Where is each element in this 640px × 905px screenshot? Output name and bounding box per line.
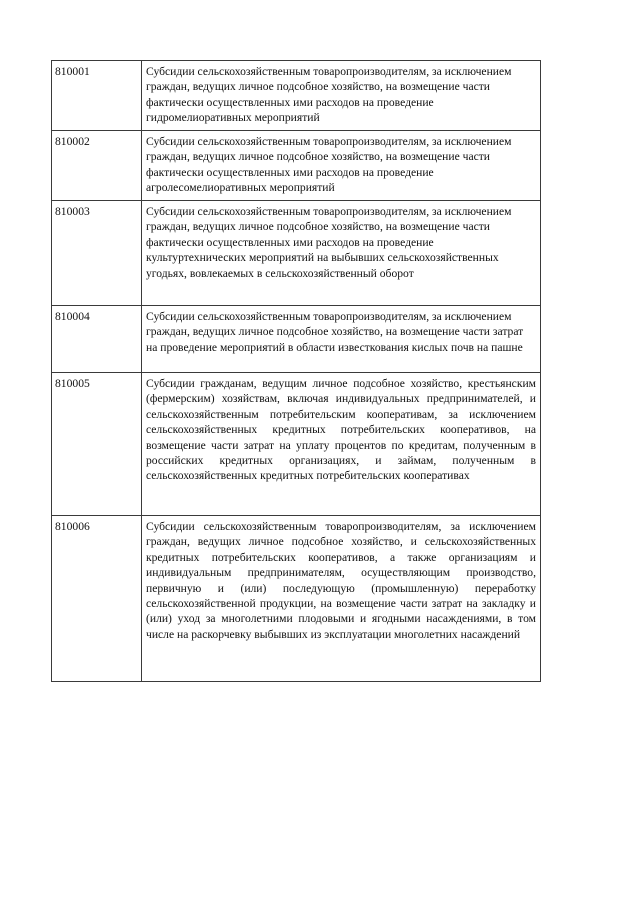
row-code: 810004 bbox=[52, 306, 142, 373]
row-code: 810003 bbox=[52, 201, 142, 306]
table-row bbox=[52, 516, 541, 682]
table-row bbox=[52, 201, 541, 306]
row-description: Субсидии гражданам, ведущим личное подсобное хозяйство, крестьянским (фермерским) хозяйствам, включая индивидуальных предпринимателей, и сельскохозяйственным потребительским кооперативам, за исключением сельскохозяйственных кредитных потребительских кооперативов, на возмещение части затрат на уплату процентов по кредитам, полученным в российских кредитных организациях, и займам, полученным в сельскохозяйственных кредитных потребительских кооперативах bbox=[142, 373, 541, 516]
row-description: Субсидии сельскохозяйственным товаропроизводителям, за исключением граждан, ведущих личное подсобное хозяйство, на возмещение части затрат на проведение мероприятий в области известкования кислых почв на пашне bbox=[142, 306, 541, 373]
table-row bbox=[52, 61, 541, 131]
row-description: Субсидии сельскохозяйственным товаропроизводителям, за исключением граждан, ведущих личное подсобное хозяйство, и сельскохозяйственных кредитных потребительских кооперативов, а также организациям и индивидуальным предпринимателям, осуществляющим производство, первичную и (или) последующую (промышленную) переработку сельскохозяйственной продукции, на возмещение части затрат на закладку и (или) уход за многолетними плодовыми и ягодными насаждениями, в том числе на раскорчевку выбывших из эксплуатации многолетних насаждений bbox=[142, 516, 541, 682]
row-description: Субсидии сельскохозяйственным товаропроизводителям, за исключением граждан, ведущих личное подсобное хозяйство, на возмещение части фактически осуществленных ими расходов на проведение гидромелиоративных мероприятий bbox=[142, 61, 541, 131]
budget-code-table bbox=[51, 60, 541, 682]
row-code: 810001 bbox=[52, 61, 142, 131]
table-row bbox=[52, 373, 541, 516]
row-description: Субсидии сельскохозяйственным товаропроизводителям, за исключением граждан, ведущих личное подсобное хозяйство, на возмещение части фактически осуществленных ими расходов на проведение агролесомелиоративных мероприятий bbox=[142, 131, 541, 201]
row-code: 810006 bbox=[52, 516, 142, 682]
row-description: Субсидии сельскохозяйственным товаропроизводителям, за исключением граждан, ведущих личное подсобное хозяйство, на возмещение части фактически осуществленных ими расходов на проведение культуртехнических мероприятий на выбывших сельскохозяйственных угодьях, вовлекаемых в сельскохозяйственный оборот bbox=[142, 201, 541, 306]
table-row bbox=[52, 131, 541, 201]
table-row bbox=[52, 306, 541, 373]
row-code: 810002 bbox=[52, 131, 142, 201]
row-code: 810005 bbox=[52, 373, 142, 516]
